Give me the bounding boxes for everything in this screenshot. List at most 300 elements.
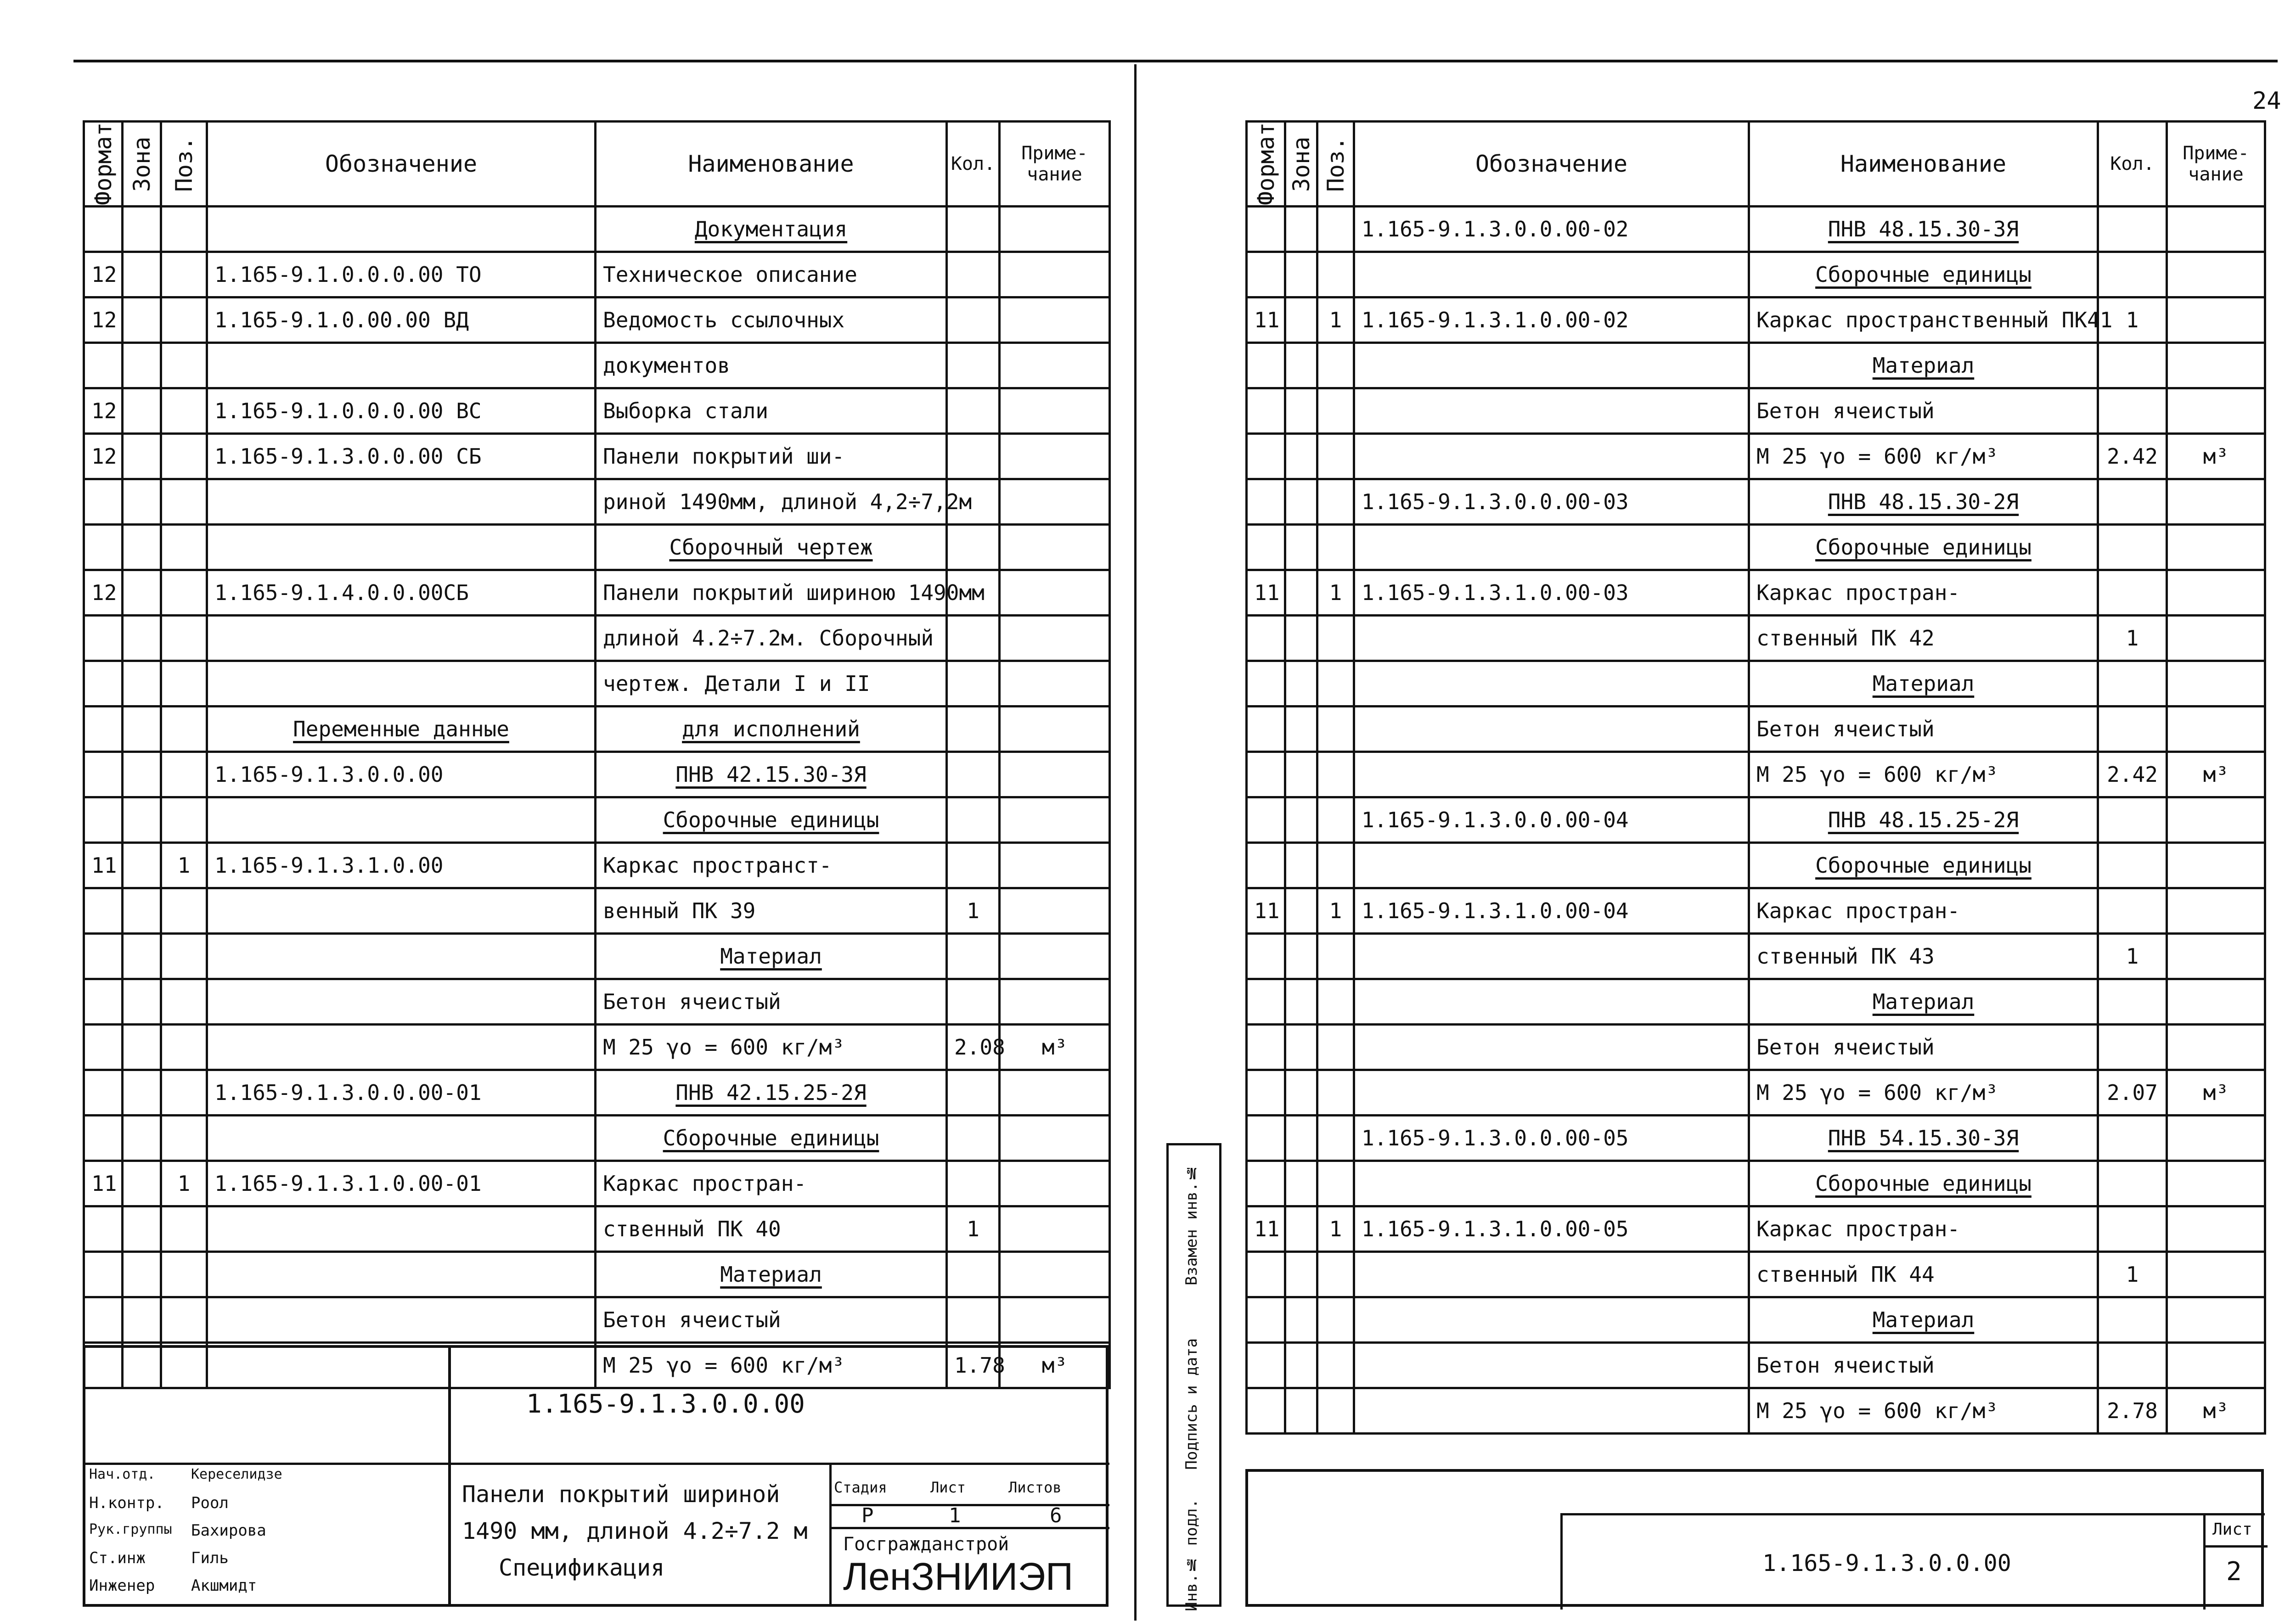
cell-qty xyxy=(2098,1297,2167,1343)
doc-code-left: 1.165-9.1.3.0.0.00 xyxy=(526,1389,805,1419)
cell-designation: 1.165-9.1.3.0.0.00-05 xyxy=(1354,1116,1749,1161)
cell-format xyxy=(84,752,123,797)
cell-designation xyxy=(207,1206,596,1252)
cell-pos xyxy=(161,934,207,979)
cell-qty xyxy=(2098,1116,2167,1161)
cell-note xyxy=(1000,525,1110,570)
cell-name: ПНВ 42.15.30-3Я xyxy=(596,752,947,797)
cell-format xyxy=(1247,707,1285,752)
cell-note xyxy=(2167,388,2265,434)
cell-note xyxy=(2167,888,2265,934)
cell-pos xyxy=(1317,252,1354,297)
signer-name-3: Гиль xyxy=(191,1549,229,1567)
cell-designation xyxy=(1354,1343,1749,1388)
cell-qty xyxy=(947,252,1000,297)
cell-qty xyxy=(2098,1025,2167,1070)
table-row xyxy=(1247,1343,2265,1388)
cell-note: м³ xyxy=(1000,1343,1110,1388)
table-row xyxy=(1247,570,2265,616)
cell-qty xyxy=(2098,570,2167,616)
cell-name: Каркас простран- xyxy=(1749,570,2098,616)
cell-pos xyxy=(1317,934,1354,979)
cell-pos xyxy=(161,888,207,934)
cell-pos xyxy=(161,252,207,297)
title-line2: 1490 мм, длиной 4.2÷7.2 м xyxy=(462,1518,808,1544)
table-row xyxy=(84,1025,1110,1070)
cell-pos xyxy=(1317,1252,1354,1297)
cell-zone xyxy=(123,888,161,934)
cell-name: Каркас пространст- xyxy=(596,843,947,888)
cell-designation xyxy=(1354,252,1749,297)
table-row xyxy=(84,1297,1110,1343)
cell-zone xyxy=(1285,707,1317,752)
cell-qty xyxy=(947,1161,1000,1206)
cell-name: ПНВ 42.15.25-2Я xyxy=(596,1070,947,1116)
table-row xyxy=(1247,1161,2265,1206)
cell-pos xyxy=(161,297,207,343)
signer-role-3: Ст.инж xyxy=(89,1549,146,1567)
cell-zone xyxy=(1285,1161,1317,1206)
cell-designation xyxy=(207,479,596,525)
cell-zone xyxy=(123,797,161,843)
cell-zone xyxy=(123,1070,161,1116)
table-row xyxy=(1247,934,2265,979)
side-label-inv: Инв.№ подл. xyxy=(1182,1499,1201,1611)
table-row xyxy=(84,343,1110,388)
header-note: Приме-чание xyxy=(1000,122,1110,207)
signer-role-2: Рук.группы xyxy=(89,1521,172,1537)
cell-note xyxy=(1000,797,1110,843)
table-row xyxy=(84,661,1110,707)
cell-designation xyxy=(1354,616,1749,661)
header-format: Формат xyxy=(84,122,123,207)
cell-note xyxy=(2167,252,2265,297)
table-row xyxy=(84,797,1110,843)
cell-name: Каркас простран- xyxy=(1749,888,2098,934)
cell-pos xyxy=(161,661,207,707)
cell-pos xyxy=(1317,616,1354,661)
cell-qty: 2.42 xyxy=(2098,752,2167,797)
cell-format xyxy=(1247,1025,1285,1070)
header-pos: Поз. xyxy=(1317,122,1354,207)
cell-format xyxy=(84,343,123,388)
cell-pos xyxy=(161,616,207,661)
cell-pos: 1 xyxy=(1317,888,1354,934)
cell-name: документов xyxy=(596,343,947,388)
cell-designation: 1.165-9.1.0.0.0.00 ТО xyxy=(207,252,596,297)
cell-note xyxy=(1000,1206,1110,1252)
cell-pos xyxy=(1317,661,1354,707)
cell-note xyxy=(2167,479,2265,525)
cell-name: Сборочные единицы xyxy=(596,1116,947,1161)
table-row xyxy=(1247,1297,2265,1343)
cell-format: 11 xyxy=(84,1161,123,1206)
cell-pos xyxy=(161,979,207,1025)
cell-note xyxy=(2167,1116,2265,1161)
cell-pos: 1 xyxy=(161,1161,207,1206)
cell-qty xyxy=(947,707,1000,752)
table-row xyxy=(1247,888,2265,934)
cell-note xyxy=(2167,207,2265,252)
cell-qty xyxy=(947,616,1000,661)
table-row xyxy=(1247,1116,2265,1161)
cell-zone xyxy=(1285,888,1317,934)
table-row xyxy=(84,1206,1110,1252)
doc-code-right: 1.165-9.1.3.0.0.00 xyxy=(1762,1550,2011,1576)
header-qty: Кол. xyxy=(947,122,1000,207)
cell-designation: 1.165-9.1.0.0.0.00 ВС xyxy=(207,388,596,434)
cell-format: 12 xyxy=(84,434,123,479)
cell-format xyxy=(84,207,123,252)
cell-name: Бетон ячеистый xyxy=(596,1297,947,1343)
cell-name: ственный ПК 44 xyxy=(1749,1252,2098,1297)
cell-name: длиной 4.2÷7.2м. Сборочный xyxy=(596,616,947,661)
cell-zone xyxy=(123,388,161,434)
cell-note xyxy=(2167,707,2265,752)
cell-zone xyxy=(1285,1297,1317,1343)
cell-format xyxy=(84,616,123,661)
cell-format xyxy=(84,1206,123,1252)
side-stamp xyxy=(1166,1143,1221,1611)
cell-zone xyxy=(1285,479,1317,525)
cell-format xyxy=(84,525,123,570)
cell-format: 11 xyxy=(1247,297,1285,343)
cell-pos xyxy=(1317,479,1354,525)
cell-qty xyxy=(2098,661,2167,707)
cell-format xyxy=(84,979,123,1025)
cell-name: Сборочные единицы xyxy=(1749,1161,2098,1206)
cell-format xyxy=(1247,479,1285,525)
cell-zone xyxy=(123,707,161,752)
table-row xyxy=(84,1252,1110,1297)
table-row xyxy=(84,752,1110,797)
table-row xyxy=(1247,1388,2265,1434)
cell-pos xyxy=(161,1025,207,1070)
cell-qty: 1 xyxy=(947,1206,1000,1252)
cell-format xyxy=(84,707,123,752)
cell-pos xyxy=(1317,343,1354,388)
cell-format xyxy=(1247,1297,1285,1343)
cell-designation xyxy=(207,1252,596,1297)
cell-qty xyxy=(2098,797,2167,843)
cell-name: Сборочные единицы xyxy=(1749,525,2098,570)
cell-designation: 1.165-9.1.3.0.0.00-02 xyxy=(1354,207,1749,252)
cell-name: Каркас простран- xyxy=(596,1161,947,1206)
cell-qty xyxy=(2098,1161,2167,1206)
right-sheet xyxy=(1139,0,2278,1621)
cell-pos xyxy=(1317,843,1354,888)
cell-note xyxy=(1000,479,1110,525)
cell-name: М 25 γо = 600 кг/м³ xyxy=(596,1025,947,1070)
cell-pos xyxy=(1317,434,1354,479)
cell-format xyxy=(84,888,123,934)
table-row xyxy=(84,616,1110,661)
table-row xyxy=(84,707,1110,752)
cell-qty xyxy=(947,752,1000,797)
cell-designation xyxy=(1354,343,1749,388)
table-row xyxy=(1247,252,2265,297)
cell-zone xyxy=(123,934,161,979)
signer-role-0: Нач.отд. xyxy=(89,1466,156,1482)
cell-format xyxy=(84,1116,123,1161)
cell-pos xyxy=(161,1070,207,1116)
spec-table-left xyxy=(83,120,1111,1389)
cell-format xyxy=(1247,661,1285,707)
cell-qty xyxy=(2098,479,2167,525)
cell-zone xyxy=(1285,843,1317,888)
cell-designation xyxy=(207,343,596,388)
cell-qty xyxy=(947,1252,1000,1297)
cell-format xyxy=(1247,1116,1285,1161)
header-designation: Обозначение xyxy=(1354,122,1749,207)
cell-designation: 1.165-9.1.3.1.0.00-05 xyxy=(1354,1206,1749,1252)
cell-note xyxy=(1000,888,1110,934)
cell-zone xyxy=(1285,1070,1317,1116)
table-row xyxy=(1247,1206,2265,1252)
table-row xyxy=(84,388,1110,434)
table-row xyxy=(84,888,1110,934)
cell-note xyxy=(2167,1206,2265,1252)
cell-designation xyxy=(1354,843,1749,888)
cell-pos: 1 xyxy=(1317,570,1354,616)
cell-name: Панели покрытий шириною 1490мм xyxy=(596,570,947,616)
header-zone: Зона xyxy=(1285,122,1317,207)
cell-name: Бетон ячеистый xyxy=(1749,388,2098,434)
signer-name-2: Бахирова xyxy=(191,1521,266,1540)
table-row xyxy=(84,434,1110,479)
cell-format xyxy=(1247,843,1285,888)
signer-name-4: Акшмидт xyxy=(191,1576,257,1595)
left-sheet xyxy=(0,0,1139,1621)
cell-note xyxy=(1000,934,1110,979)
cell-note xyxy=(1000,661,1110,707)
cell-pos xyxy=(1317,1070,1354,1116)
cell-qty xyxy=(947,934,1000,979)
table-row xyxy=(1247,297,2265,343)
cell-note xyxy=(2167,797,2265,843)
cell-zone xyxy=(1285,343,1317,388)
cell-pos xyxy=(1317,797,1354,843)
cell-designation xyxy=(207,888,596,934)
cell-note xyxy=(1000,707,1110,752)
cell-designation: 1.165-9.1.4.0.0.00СБ xyxy=(207,570,596,616)
cell-note xyxy=(2167,570,2265,616)
cell-note xyxy=(2167,979,2265,1025)
cell-name: М 25 γо = 600 кг/м³ xyxy=(596,1343,947,1388)
cell-qty xyxy=(2098,252,2167,297)
cell-format xyxy=(1247,252,1285,297)
cell-zone xyxy=(123,1161,161,1206)
cell-name: Материал xyxy=(1749,979,2098,1025)
signer-name-0: Кереселидзе xyxy=(191,1466,282,1482)
cell-zone xyxy=(1285,1025,1317,1070)
cell-qty xyxy=(947,979,1000,1025)
cell-zone xyxy=(1285,934,1317,979)
cell-note xyxy=(2167,525,2265,570)
org-line1: Госгражданстрой xyxy=(843,1534,1009,1555)
sheets-label: Листов xyxy=(1008,1479,1062,1496)
cell-pos xyxy=(161,797,207,843)
cell-zone xyxy=(123,434,161,479)
cell-format: 12 xyxy=(84,388,123,434)
cell-qty xyxy=(947,1070,1000,1116)
cell-format: 12 xyxy=(84,297,123,343)
cell-designation: 1.165-9.1.3.0.0.00-01 xyxy=(207,1070,596,1116)
cell-format: 11 xyxy=(1247,1206,1285,1252)
cell-format: 11 xyxy=(84,843,123,888)
cell-zone xyxy=(123,525,161,570)
cell-qty xyxy=(947,434,1000,479)
cell-name: ПНВ 54.15.30-3Я xyxy=(1749,1116,2098,1161)
cell-zone xyxy=(123,570,161,616)
cell-pos xyxy=(161,479,207,525)
title-line3: Спецификация xyxy=(499,1554,665,1581)
cell-zone xyxy=(123,616,161,661)
table-row xyxy=(1247,752,2265,797)
cell-format xyxy=(1247,1070,1285,1116)
cell-qty: 1 xyxy=(2098,934,2167,979)
cell-name: Техническое описание xyxy=(596,252,947,297)
cell-name: Бетон ячеистый xyxy=(596,979,947,1025)
cell-pos xyxy=(161,1252,207,1297)
table-row xyxy=(1247,525,2265,570)
header-designation: Обозначение xyxy=(207,122,596,207)
title-line1: Панели покрытий шириной xyxy=(462,1481,780,1508)
side-label-sign: Подпись и дата xyxy=(1182,1338,1201,1470)
cell-format xyxy=(84,797,123,843)
cell-designation xyxy=(207,797,596,843)
table-row xyxy=(84,1116,1110,1161)
table-row xyxy=(84,479,1110,525)
cell-name: ПНВ 48.15.25-2Я xyxy=(1749,797,2098,843)
cell-zone xyxy=(1285,1252,1317,1297)
table-row xyxy=(1247,434,2265,479)
cell-designation: 1.165-9.1.3.1.0.00-01 xyxy=(207,1161,596,1206)
cell-note xyxy=(1000,616,1110,661)
table-row xyxy=(84,297,1110,343)
cell-name: Панели покрытий ши- xyxy=(596,434,947,479)
cell-name: М 25 γо = 600 кг/м³ xyxy=(1749,752,2098,797)
signer-role-1: Н.контр. xyxy=(89,1494,164,1512)
cell-qty: 2.08 xyxy=(947,1025,1000,1070)
cell-format xyxy=(1247,1388,1285,1434)
cell-note xyxy=(1000,1070,1110,1116)
cell-qty xyxy=(947,1116,1000,1161)
cell-pos: 1 xyxy=(161,843,207,888)
cell-zone xyxy=(123,1297,161,1343)
table-row xyxy=(1247,343,2265,388)
cell-note xyxy=(1000,252,1110,297)
side-label-replace: Взамен инв.№ xyxy=(1182,1164,1201,1286)
header-zone: Зона xyxy=(123,122,161,207)
header-pos: Поз. xyxy=(161,122,207,207)
cell-pos xyxy=(161,434,207,479)
cell-pos xyxy=(161,752,207,797)
header-name: Наименование xyxy=(1749,122,2098,207)
cell-format xyxy=(1247,979,1285,1025)
cell-pos xyxy=(161,343,207,388)
cell-zone xyxy=(1285,1116,1317,1161)
cell-note xyxy=(1000,207,1110,252)
cell-note xyxy=(2167,843,2265,888)
cell-designation xyxy=(207,1025,596,1070)
cell-note xyxy=(1000,388,1110,434)
cell-name: Сборочные единицы xyxy=(1749,252,2098,297)
cell-note xyxy=(1000,434,1110,479)
cell-zone xyxy=(1285,297,1317,343)
cell-zone xyxy=(1285,388,1317,434)
cell-name: венный ПК 39 xyxy=(596,888,947,934)
cell-note xyxy=(2167,1025,2265,1070)
cell-note xyxy=(1000,843,1110,888)
table-row xyxy=(84,1161,1110,1206)
cell-pos xyxy=(1317,752,1354,797)
cell-pos xyxy=(161,1297,207,1343)
cell-format xyxy=(1247,934,1285,979)
cell-name: Сборочные единицы xyxy=(596,797,947,843)
table-row xyxy=(84,570,1110,616)
cell-zone xyxy=(1285,616,1317,661)
cell-pos xyxy=(1317,1388,1354,1434)
cell-note xyxy=(1000,1252,1110,1297)
stage-label: Стадия xyxy=(834,1479,887,1496)
table-row xyxy=(1247,1025,2265,1070)
cell-format xyxy=(84,1252,123,1297)
cell-zone xyxy=(1285,752,1317,797)
cell-name: М 25 γо = 600 кг/м³ xyxy=(1749,434,2098,479)
cell-qty xyxy=(2098,707,2167,752)
cell-format xyxy=(84,479,123,525)
cell-qty: 1 xyxy=(2098,1252,2167,1297)
cell-zone xyxy=(1285,1206,1317,1252)
cell-note xyxy=(1000,1161,1110,1206)
cell-zone xyxy=(123,979,161,1025)
table-row xyxy=(1247,797,2265,843)
table-row xyxy=(84,843,1110,888)
cell-designation xyxy=(207,979,596,1025)
header-format: Формат xyxy=(1247,122,1285,207)
cell-note xyxy=(1000,343,1110,388)
cell-designation: 1.165-9.1.3.0.0.00-04 xyxy=(1354,797,1749,843)
cell-zone xyxy=(1285,525,1317,570)
cell-format xyxy=(84,1025,123,1070)
spec-table-right xyxy=(1245,120,2266,1435)
cell-format xyxy=(1247,797,1285,843)
title-block-left xyxy=(83,1345,1109,1607)
cell-note xyxy=(1000,752,1110,797)
cell-name: Каркас пространственный ПК41 xyxy=(1749,297,2098,343)
cell-designation: 1.165-9.1.3.1.0.00-02 xyxy=(1354,297,1749,343)
cell-qty xyxy=(2098,343,2167,388)
cell-note xyxy=(1000,297,1110,343)
table-row xyxy=(1247,1252,2265,1297)
cell-note xyxy=(2167,934,2265,979)
cell-designation: 1.165-9.1.3.0.0.00-03 xyxy=(1354,479,1749,525)
cell-zone xyxy=(123,1206,161,1252)
cell-qty xyxy=(2098,1343,2167,1388)
cell-format xyxy=(1247,388,1285,434)
cell-designation: 1.165-9.1.3.1.0.00-04 xyxy=(1354,888,1749,934)
cell-format: 12 xyxy=(84,570,123,616)
cell-designation xyxy=(1354,1388,1749,1434)
cell-designation xyxy=(1354,1070,1749,1116)
cell-zone xyxy=(1285,979,1317,1025)
cell-qty xyxy=(947,1297,1000,1343)
cell-designation xyxy=(1354,388,1749,434)
cell-zone xyxy=(1285,252,1317,297)
header-note: Приме-чание xyxy=(2167,122,2265,207)
cell-designation xyxy=(1354,707,1749,752)
